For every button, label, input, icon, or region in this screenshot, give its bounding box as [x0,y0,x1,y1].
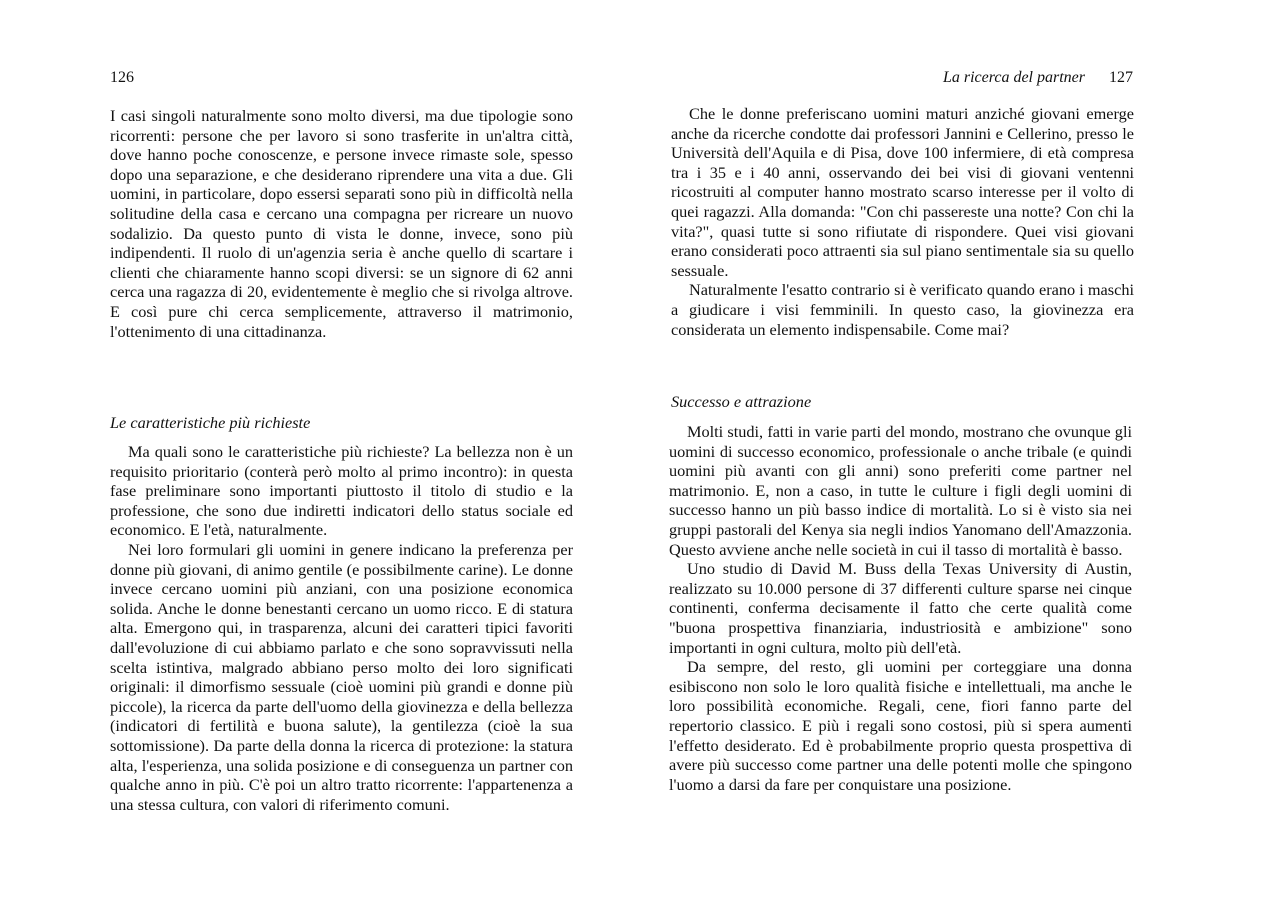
paragraph: Nei loro formulari gli uomini in genere indicano la preferenza per donne più giovani, di animo gentile (e possibilmente carine). Le donne invece cercano uomini più anziani, con una posizione economica solida. Anche le donne benestanti cercano un uomo ricco. E di statura alta. Emergono qui, in trasparenza, alcuni dei caratteri tipici favoriti dall'evoluzione di cui abbiamo parlato e che sono sopravvissuti nella scelta istintiva, malgrado abbiano perso molto dei loro significati originali: il dimorfismo sessuale (cioè uomini più grandi e donne più piccole), la ricerca da parte dell'uomo della giovinezza e della bellezza (indicatori di fertilità e buona salute), la gentilezza (cioè la sua sottomissione). Da parte della donna la ricerca di protezione: la statura alta, l'esperienza, una solida posizione e di conseguenza un partner con qualche anno in più. C'è poi un altro tratto ricorrente: l'appartenenza a una stessa cultura, con valori di riferimento comuni. [110,539,573,814]
right-intro-text [671,104,1134,339]
right-section-heading: Successo e attrazione [671,392,812,411]
left-section-heading: Le caratteristiche più richieste [110,413,311,432]
paragraph: Molti studi, fatti in varie parti del mondo, mostrano che ovunque gli uomini di successo economico, professionale o anche tribale (e quindi uomini più avanti con gli anni) sono preferiti come partner nel matrimonio. E, non a caso, in tutte le culture i figli degli uomini di successo hanno un più basso indice di mortalità. Lo si è visto sia nei gruppi pastorali del Kenya sia negli indios Yanomano dell'Amazzonia. Questo avviene anche nelle società in cui il tasso di mortalità è basso. [669,422,1132,559]
right-page [640,0,1280,905]
paragraph: Uno studio di David M. Buss della Texas University di Austin, realizzato su 10.000 persone di 37 differenti culture sparse nei cinque continenti, conferma decisamente il fatto che certe qualità come "buona prospettiva finanziaria, industriosità e ambizione" sono importanti in ogni cultura, molto più dell'età. [669,559,1132,657]
paragraph: Che le donne preferiscano uomini maturi anziché giovani emerge anche da ricerche condotte dai professori Jannini e Cellerino, presso le Università dell'Aquila e di Pisa, dove 100 infermiere, di età compresa tra i 35 e i 40 anni, osservando dei bei visi di giovani ventenni ricostruiti al computer hanno mostrato scarso interesse per il volto di quei ragazzi. Alla domanda: "Con chi passereste una notte? Con chi la vita?", quasi tutte si sono rifiutate di rispondere. Quei visi giovani erano considerati poco attraenti sia sul piano sentimentale sia su quello sessuale. [671,104,1134,280]
left-section-text [110,442,573,814]
left-intro-text [110,106,573,341]
paragraph: I casi singoli naturalmente sono molto diversi, ma due tipologie sono ricorrenti: persone che per lavoro si sono trasferite in un'altra città, dove hanno poche conoscenze, e persone invece rimaste sole, spesso dopo una separazione, e che desiderano riprendere una vita a due. Gli uomini, in particolare, dopo essersi separati sono più in difficoltà nella solitudine della casa e cercano una compagna per ricreare un nuovo sodalizio. Da questo punto di vista le donne, invece, sono più indipendenti. Il ruolo di un'agenzia seria è anche quello di scartare i clienti che chiaramente hanno scopi diversi: se un signore di 62 anni cerca una ragazza di 20, evidentemente è meglio che si rivolga altrove. E così pure chi cerca semplicemente, attraverso il matrimonio, l'ottenimento di una cittadinanza. [110,106,573,341]
running-title: La ricerca del partner [942,69,1085,86]
left-page-number: 126 [110,69,134,86]
paragraph: Naturalmente l'esatto contrario si è verificato quando erano i maschi a giudicare i visi femminili. In questo caso, la giovinezza era considerata un elemento indispensabile. Come mai? [671,280,1134,339]
paragraph: Da sempre, del resto, gli uomini per corteggiare una donna esibiscono non solo le loro qualità fisiche e intellettuali, ma anche le loro possibilità economiche. Regali, cene, fiori fanno parte del repertorio classico. E più i regali sono costosi, più si spera aumenti l'effetto desiderato. Ed è probabilmente proprio questa prospettiva di avere più successo come partner una delle potenti molle che spingono l'uomo a darsi da fare per conquistare una posizione. [669,657,1132,794]
right-page-number: 127 [1109,69,1133,86]
right-page-header [943,68,1133,88]
right-section-text [669,422,1132,794]
paragraph: Ma quali sono le caratteristiche più richieste? La bellezza non è un requisito prioritario (conterà però molto al primo incontro): in questa fase preliminare sono importanti piuttosto il titolo di studio e la professione, che sono due indiretti indicatori dello status sociale ed economico. E l'età, naturalmente. [110,442,573,540]
